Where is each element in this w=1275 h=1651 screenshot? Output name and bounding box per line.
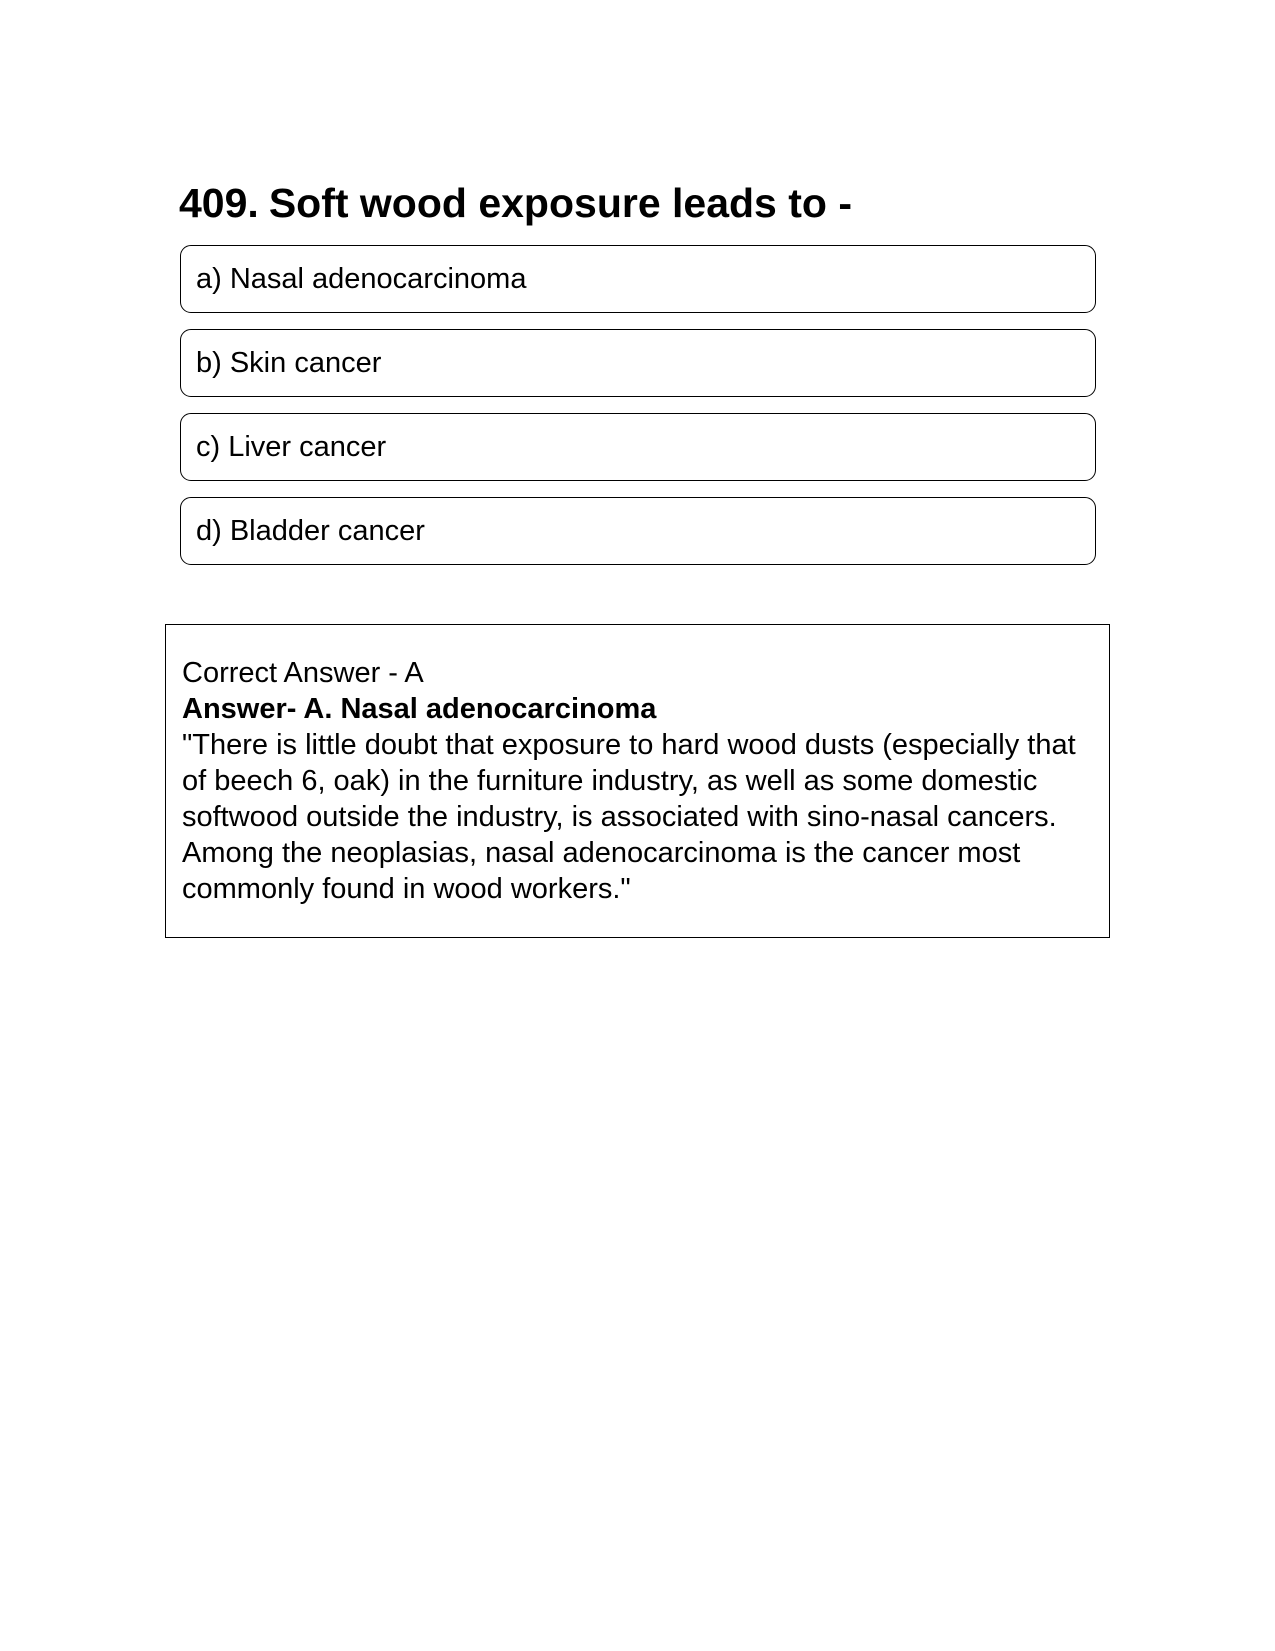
question-text: Soft wood exposure leads to - bbox=[268, 180, 852, 226]
question-number: 409. bbox=[179, 180, 259, 226]
correct-answer-label: Correct Answer - A bbox=[182, 657, 424, 689]
option-b[interactable]: b) Skin cancer bbox=[180, 329, 1096, 397]
answer-explanation: "There is little doubt that exposure to hard wood dusts (especially that of beech 6, oak) in the furniture industry, as well as some domestic softwood outside the industry, is associated with sino-nasal cancers. Among the neoplasias, nasal adenocarcinoma is the cancer most commonly found in wood workers." bbox=[182, 729, 1076, 905]
answer-title: Answer- A. Nasal adenocarcinoma bbox=[182, 693, 657, 725]
answer-box bbox=[165, 624, 1110, 938]
option-a[interactable]: a) Nasal adenocarcinoma bbox=[180, 245, 1096, 313]
options-list bbox=[180, 245, 1096, 581]
question-heading bbox=[179, 178, 852, 228]
option-c[interactable]: c) Liver cancer bbox=[180, 413, 1096, 481]
option-d[interactable]: d) Bladder cancer bbox=[180, 497, 1096, 565]
